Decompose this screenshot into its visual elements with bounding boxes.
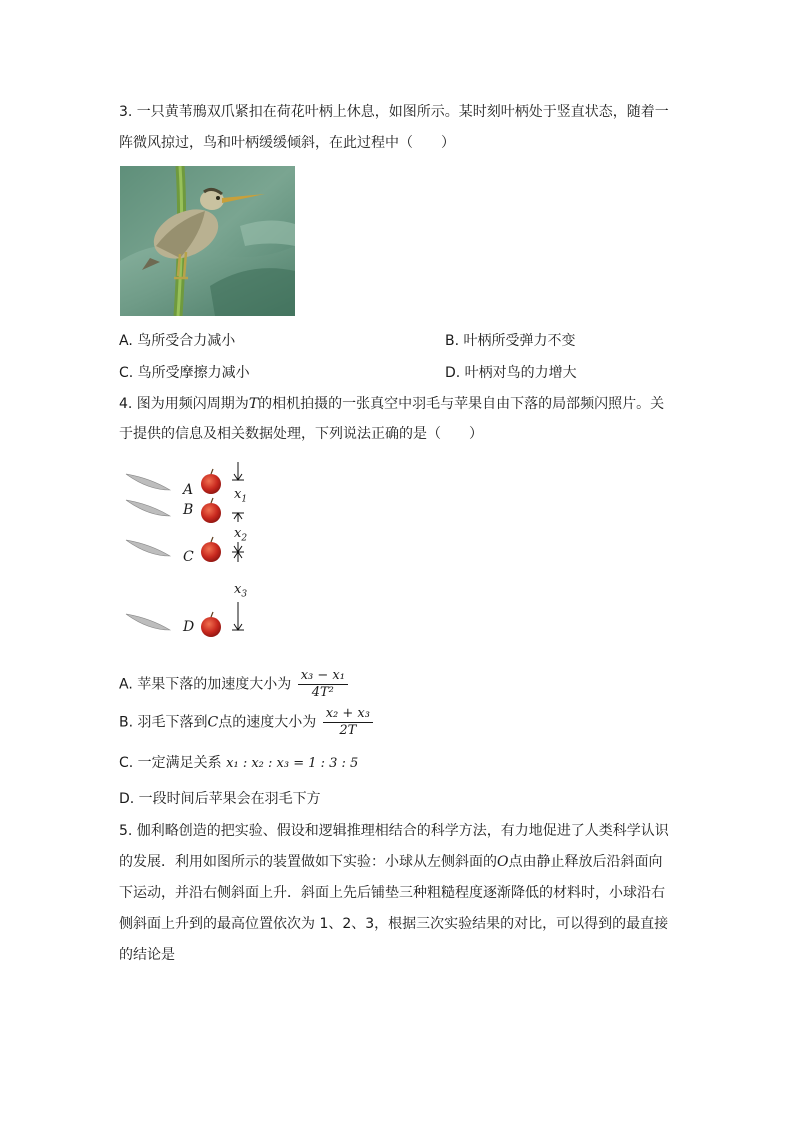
label-x2: $x_2$ xyxy=(234,526,248,544)
q5-stem-line2 xyxy=(119,852,662,872)
feather-d xyxy=(126,614,170,630)
q4-option-a-numerator: x₃ − x₁ xyxy=(298,668,348,685)
q4-option-b-numerator: x₂ + x₃ xyxy=(323,706,373,723)
feather-a xyxy=(126,474,170,490)
q4-stem-line1 xyxy=(119,394,664,414)
q4-option-a xyxy=(119,668,348,701)
bird-photo-illustration xyxy=(120,166,295,316)
q4-stem-line1-post: 的相机拍摄的一张真空中羽毛与苹果自由下落的局部频闪照片。关 xyxy=(258,396,665,412)
q4-option-b-denominator: 2T xyxy=(339,723,357,738)
q3-option-d: D. 叶柄对鸟的力增大 xyxy=(445,365,577,381)
q5-stem-line4: 侧斜面上升到的最高位置依次为 1、2、3，根据三次实验结果的对比，可以得到的最直接 xyxy=(119,916,669,932)
q4-option-b-post: 点的速度大小为 xyxy=(218,714,317,731)
label-x1: $x_1$ xyxy=(234,487,248,505)
q5-point-o: O xyxy=(497,854,509,870)
q5-stem-line5: 的结论是 xyxy=(119,947,175,963)
q4-option-b xyxy=(119,706,373,739)
q3-stem-line2: 阵微风掠过，鸟和叶柄缓缓倾斜，在此过程中（ ） xyxy=(119,135,455,151)
q5-stem-line2-post: 点由静止释放后沿斜面向 xyxy=(508,854,663,870)
q4-option-b-pre: B. 羽毛下落到 xyxy=(119,714,208,731)
q4-option-b-fraction xyxy=(323,706,373,739)
q4-option-a-text: A. 苹果下落的加速度大小为 xyxy=(119,676,292,693)
strobe-photo-figure xyxy=(120,462,270,642)
q3-option-c: C. 鸟所受摩擦力减小 xyxy=(119,365,250,381)
q4-period-symbol: T xyxy=(248,396,259,412)
q4-option-a-denominator: 4T² xyxy=(311,685,334,700)
q3-stem-line1: 3. 一只黄苇鳽双爪紧扣在荷花叶柄上休息，如图所示。某时刻叶柄处于竖直状态，随着一 xyxy=(119,104,669,120)
q5-stem-line3: 下运动，并沿右侧斜面上升．斜面上先后铺垫三种粗糙程度逐渐降低的材料时，小球沿右 xyxy=(119,885,665,901)
apple-a xyxy=(201,469,221,494)
label-c: C xyxy=(183,549,194,565)
label-x3: $x_3$ xyxy=(234,582,248,600)
feather-apple-diagram xyxy=(120,462,270,642)
bird-on-lotus-photo xyxy=(120,166,295,316)
q4-option-d: D. 一段时间后苹果会在羽毛下方 xyxy=(119,791,321,807)
q4-stem-line2: 于提供的信息及相关数据处理，下列说法正确的是（ ） xyxy=(119,426,483,442)
q4-stem-line1-pre: 4. 图为用频闪周期为 xyxy=(119,396,249,412)
q4-option-c xyxy=(119,753,358,774)
apple-d xyxy=(201,612,221,637)
q4-option-b-point: C xyxy=(207,714,219,731)
q3-option-b: B. 叶柄所受弹力不变 xyxy=(445,333,576,349)
apple-c xyxy=(201,537,221,562)
label-a: A xyxy=(183,482,194,498)
q3-option-a: A. 鸟所受合力减小 xyxy=(119,333,236,349)
q4-option-c-text: C. 一定满足关系 xyxy=(119,755,222,771)
apple-b xyxy=(201,498,221,523)
q5-stem-line2-pre: 的发展．利用如图所示的装置做如下实验：小球从左侧斜面的 xyxy=(119,854,497,870)
feather-b xyxy=(126,500,170,516)
feather-c xyxy=(126,540,170,556)
q4-option-a-fraction xyxy=(298,668,348,701)
label-b: B xyxy=(183,502,194,518)
q5-stem-line1: 5. 伽利略创造的把实验、假设和逻辑推理相结合的科学方法，有力地促进了人类科学认识 xyxy=(119,823,669,839)
label-d: D xyxy=(183,619,195,635)
q4-option-c-formula: x₁ : x₂ : x₃ = 1 : 3 : 5 xyxy=(226,756,359,771)
